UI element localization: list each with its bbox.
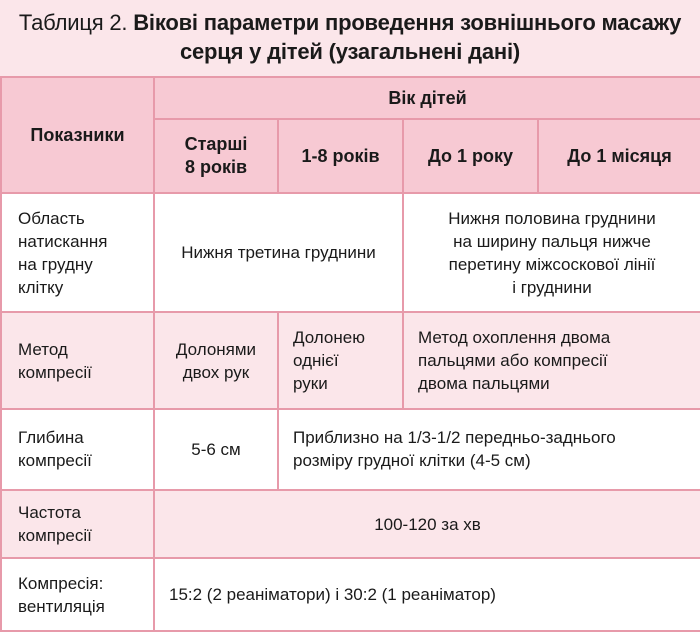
row-label-compression-area: Область натискання на грудну клітку [1, 193, 154, 312]
table-row [1, 558, 700, 631]
cpr-parameters-table [0, 76, 700, 632]
header-col-1-8: 1-8 років [278, 119, 403, 193]
cell-method-infant: Метод охоплення двома пальцями або компресії двома пальцями [403, 312, 700, 409]
caption-label: Таблиця 2. [18, 10, 128, 35]
row-label-depth: Глибина компресії [1, 409, 154, 490]
cell-method-1-8: Долонею однієї руки [278, 312, 403, 409]
header-age-group: Вік дітей [154, 77, 700, 119]
header-col-under-1-month: До 1 місяця [538, 119, 700, 193]
header-col-over-8: Старші 8 років [154, 119, 278, 193]
cell-area-infant: Нижня половина груднини на ширину пальця нижче перетину міжсоскової лінії і груднини [403, 193, 700, 312]
cell-depth-rest: Приблизно на 1/3-1/2 передньо-заднього розміру грудної клітки (4-5 см) [278, 409, 700, 490]
row-label-method: Метод компресії [1, 312, 154, 409]
cell-ratio-all: 15:2 (2 реаніматори) і 30:2 (1 реаніматор) [154, 558, 700, 631]
table-row [1, 490, 700, 559]
cell-method-over8: Долонями двох рук [154, 312, 278, 409]
header-col-under-1-year: До 1 року [403, 119, 538, 193]
cell-rate-all: 100-120 за хв [154, 490, 700, 559]
row-label-ratio: Компресія: вентиляція [1, 558, 154, 631]
caption-text: Вікові параметри проведення зовнішнього масажу серця у дітей (узагальнені дані) [133, 10, 682, 64]
cell-depth-over8: 5-6 см [154, 409, 278, 490]
cell-area-older: Нижня третина груднини [154, 193, 403, 312]
table-row [1, 312, 700, 409]
table-row [1, 193, 700, 312]
row-label-rate: Частота компресії [1, 490, 154, 559]
header-indicators: Показники [1, 77, 154, 193]
table-caption [0, 0, 700, 76]
table-row [1, 409, 700, 490]
